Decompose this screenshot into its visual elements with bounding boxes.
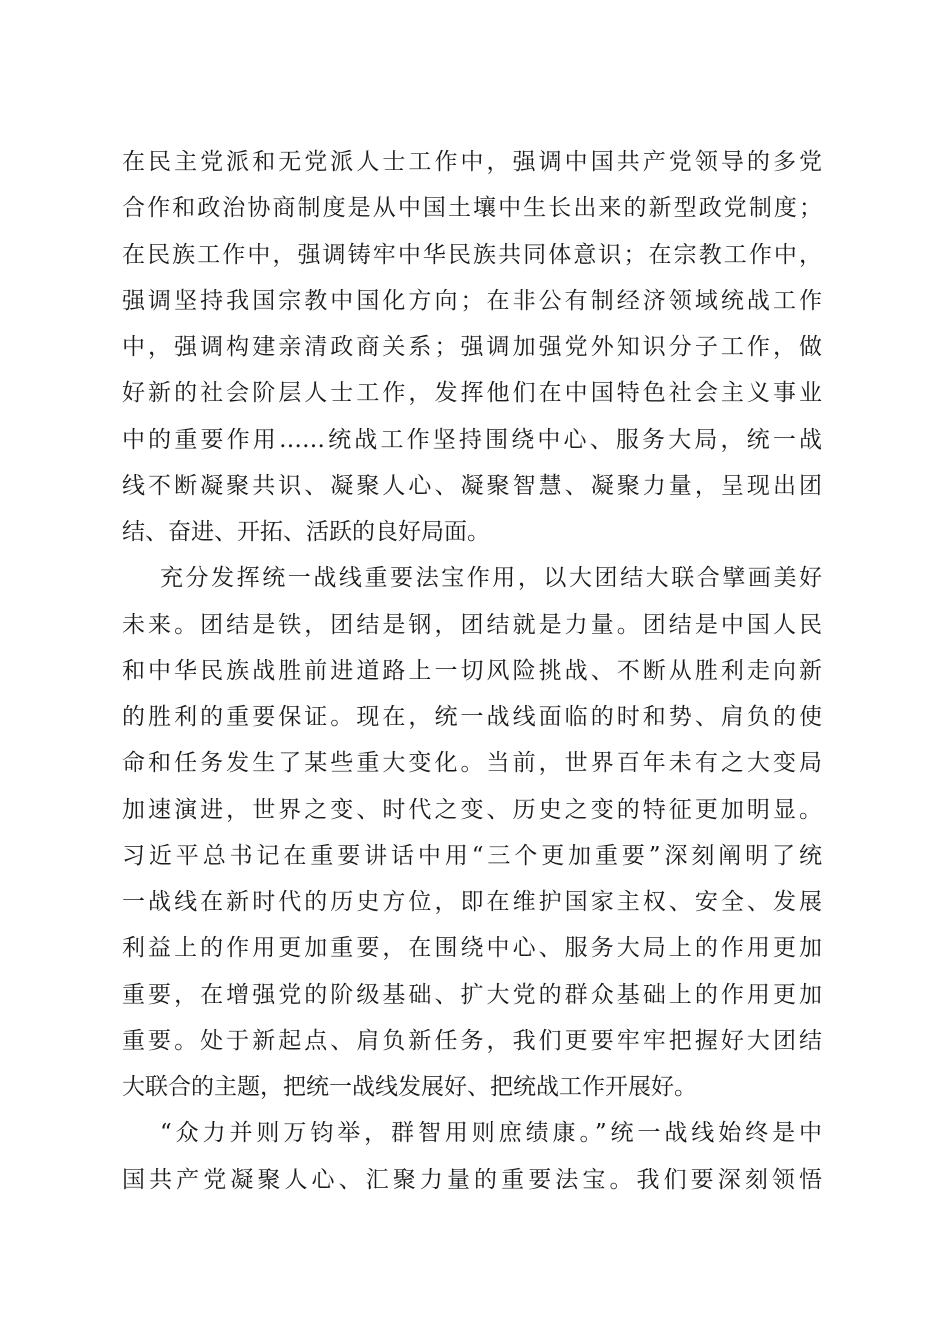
paragraph-2	[122, 555, 822, 1110]
paragraph-line: 中的重要作用……统战工作坚持围绕中心、服务大局，统一战	[122, 426, 822, 453]
paragraph-line: 命和任务发生了某些重大变化。当前，世界百年未有之大变局	[122, 750, 822, 777]
paragraph-line: 充分发挥统一战线重要法宝作用，以大团结大联合擘画美好	[160, 565, 822, 592]
paragraph-line: 一战线在新时代的历史方位，即在维护国家主权、安全、发展	[122, 889, 822, 915]
paragraph-line: 加速演进，世界之变、时代之变、历史之变的特征更加明显。	[122, 796, 822, 823]
document-body	[122, 139, 822, 1203]
paragraph-line: 国共产党凝聚人心、汇聚力量的重要法宝。我们要深刻领悟	[122, 1166, 822, 1193]
paragraph-line: 好新的社会阶层人士工作，发挥他们在中国特色社会主义事业	[122, 380, 822, 407]
paragraph-line: 结、奋进、开拓、活跃的良好局面。	[122, 519, 490, 545]
paragraph-line: “众力并则万钧举，群智用则庶绩康。”统一战线始终是中	[160, 1120, 822, 1147]
paragraph-line: 在民主党派和无党派人士工作中，强调中国共产党领导的多党	[122, 149, 822, 175]
paragraph-3	[122, 1110, 822, 1203]
paragraph-line: 未来。团结是铁，团结是钢，团结就是力量。团结是中国人民	[122, 611, 822, 638]
paragraph-line: 强调坚持我国宗教中国化方向；在非公有制经济领域统战工作	[122, 287, 822, 314]
paragraph-line: 大联合的主题，把统一战线发展好、把统战工作开展好。	[122, 1074, 697, 1100]
paragraph-line: 习近平总书记在重要讲话中用“三个更加重要”深刻阐明了统	[122, 842, 822, 869]
paragraph-line: 重要。处于新起点、肩负新任务，我们更要牢牢把握好大团结	[122, 1027, 822, 1054]
paragraph-1	[122, 139, 822, 555]
paragraph-line: 的胜利的重要保证。现在，统一战线面临的时和势、肩负的使	[122, 704, 822, 730]
paragraph-line: 线不断凝聚共识、凝聚人心、凝聚智慧、凝聚力量，呈现出团	[122, 472, 822, 499]
paragraph-line: 合作和政治协商制度是从中国土壤中生长出来的新型政党制度；	[122, 195, 822, 222]
paragraph-line: 重要，在增强党的阶级基础、扩大党的群众基础上的作用更加	[122, 981, 822, 1008]
paragraph-line: 利益上的作用更加重要，在围绕中心、服务大局上的作用更加	[122, 935, 822, 962]
paragraph-line: 在民族工作中，强调铸牢中华民族共同体意识；在宗教工作中，	[122, 241, 822, 268]
paragraph-line: 中，强调构建亲清政商关系；强调加强党外知识分子工作，做	[122, 334, 822, 360]
paragraph-line: 和中华民族战胜前进道路上一切风险挑战、不断从胜利走向新	[122, 657, 822, 684]
